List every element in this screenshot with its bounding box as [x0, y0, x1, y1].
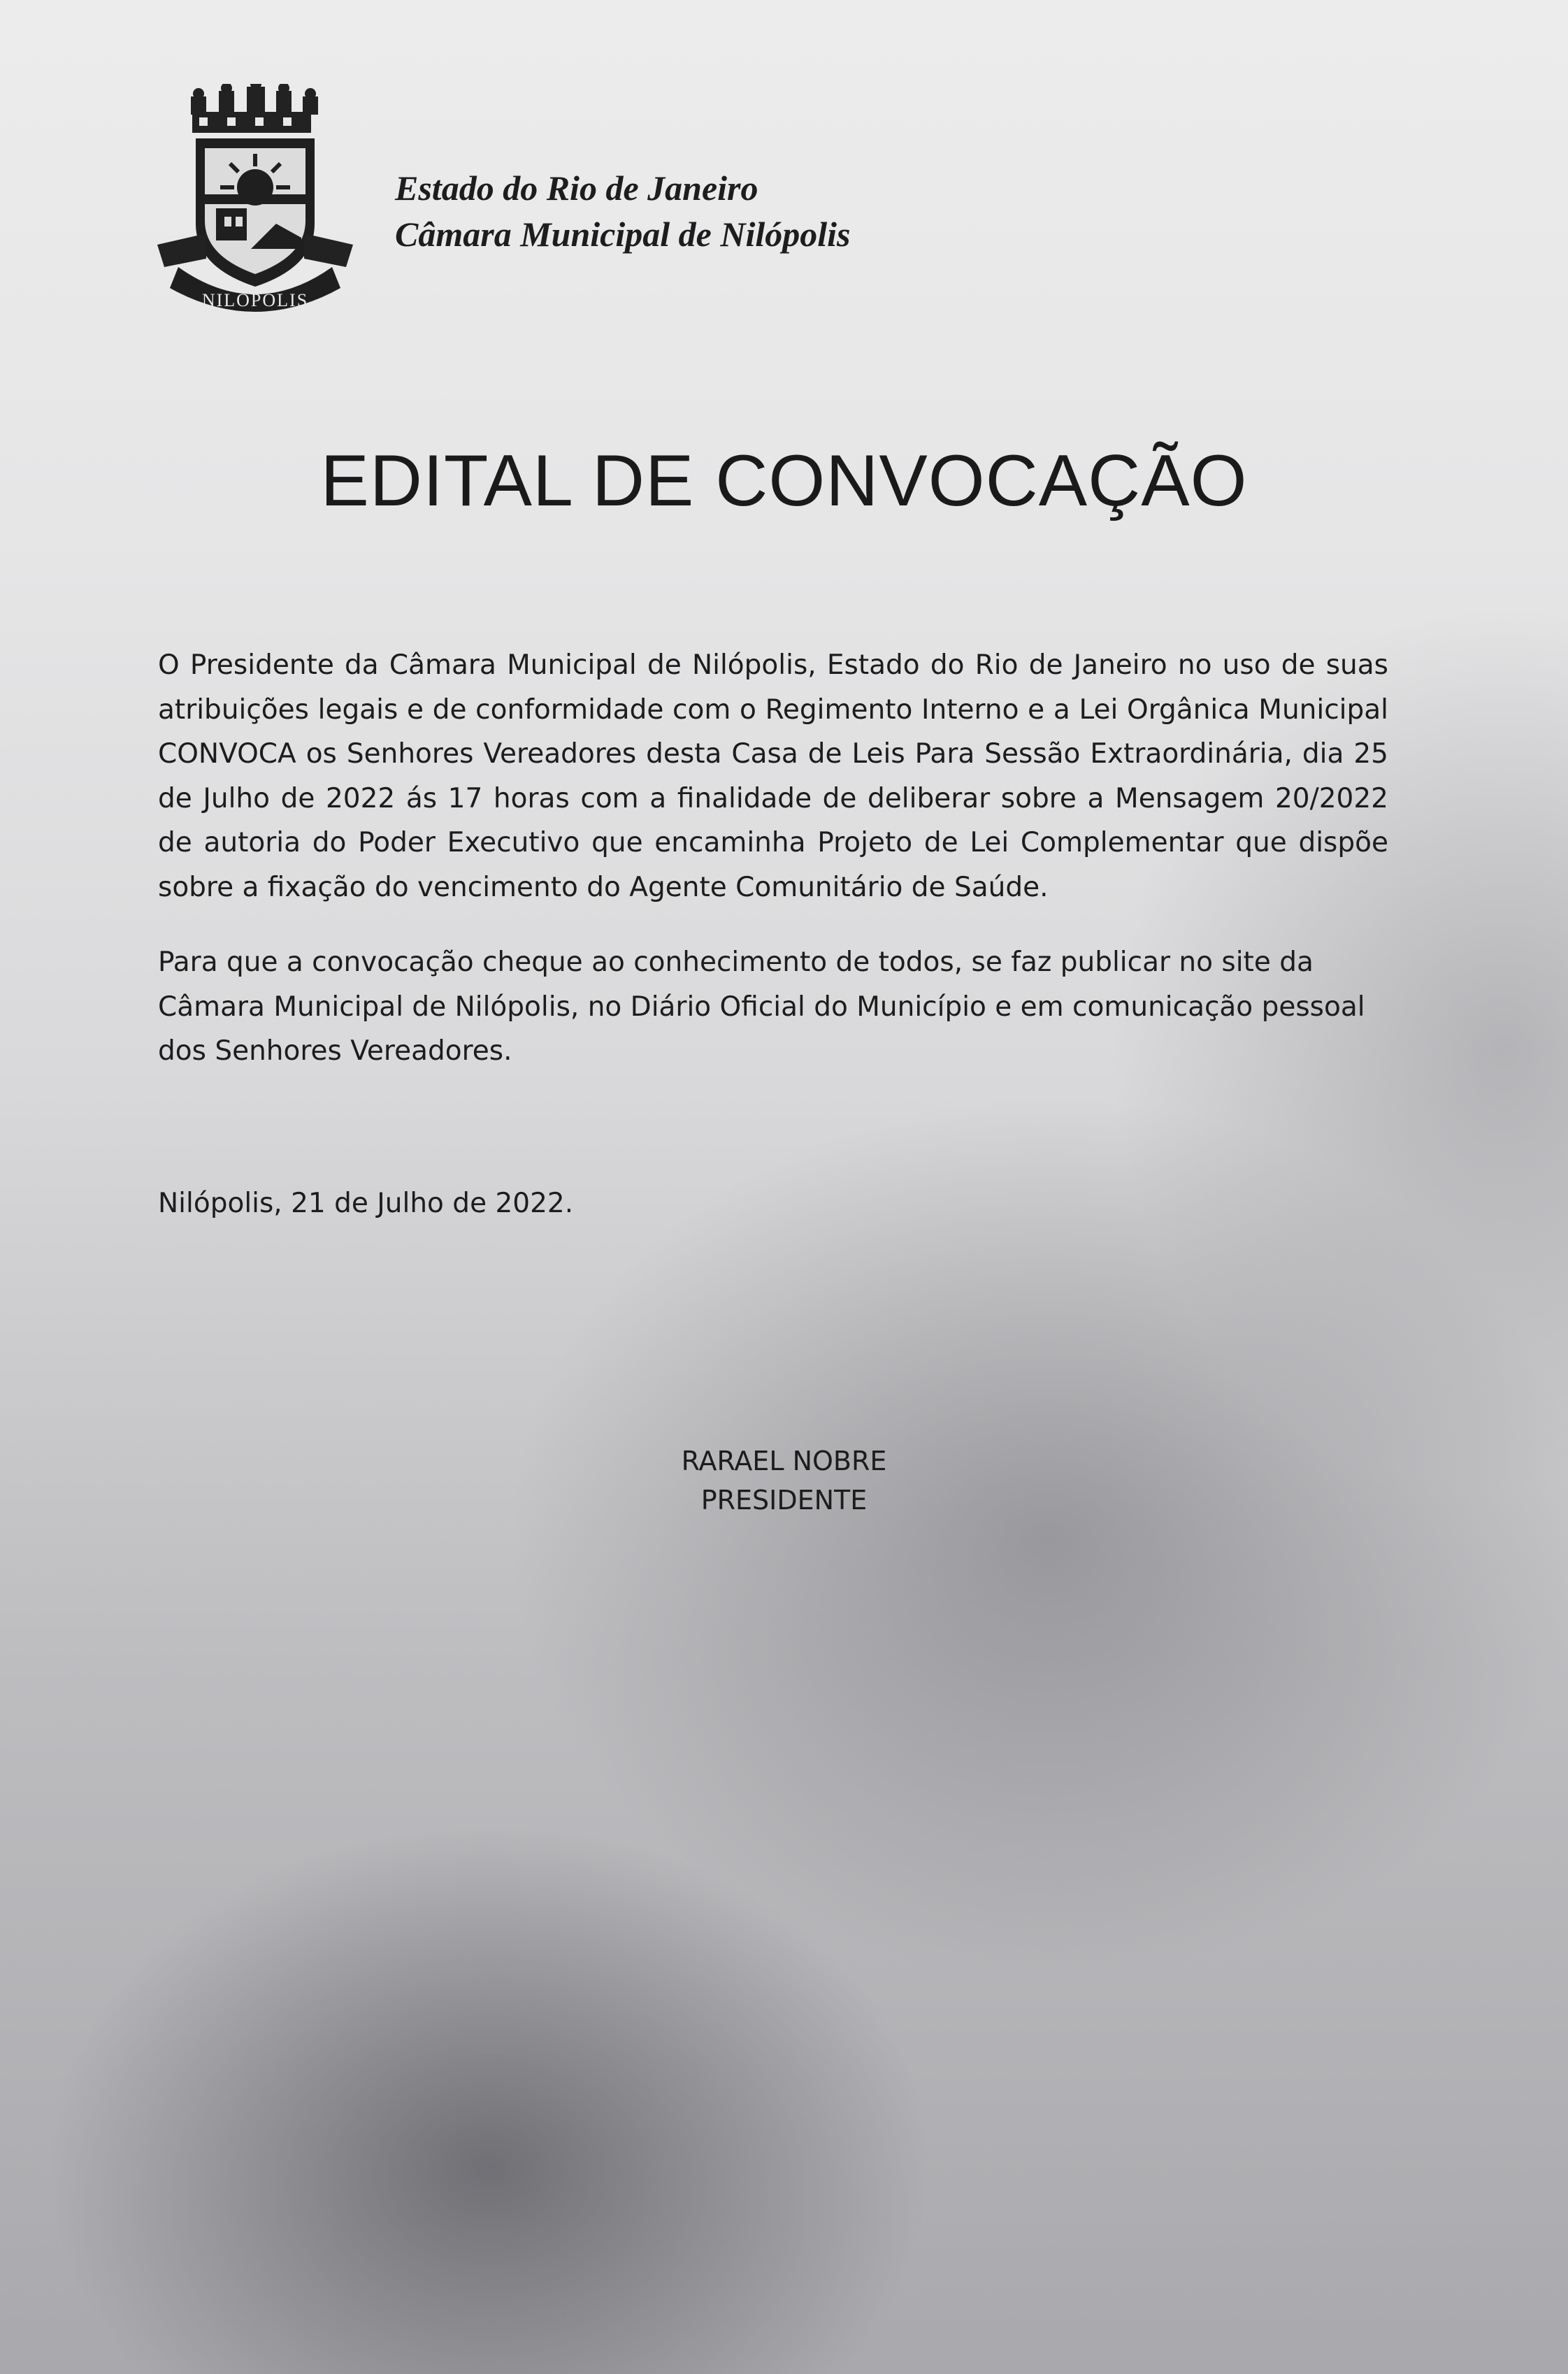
document-title: EDITAL DE CONVOCAÇÃO	[320, 440, 1248, 521]
date-line: Nilópolis, 21 de Julho de 2022.	[158, 1188, 574, 1219]
letterhead	[395, 165, 850, 257]
signature-block	[0, 1441, 1568, 1520]
municipal-crest-logo	[157, 84, 353, 322]
state-name: Estado do Rio de Janeiro	[395, 168, 758, 208]
chamber-name: Câmara Municipal de Nilópolis	[395, 215, 851, 254]
body-paragraph-1: O Presidente da Câmara Municipal de Nilópolis, Estado do Rio de Janeiro no uso de suas atribuições legais e de conformidade com o Regimento Interno e a Lei Orgânica Municipal CONVOCA os Senhores Vereadores desta Casa de Leis Para Sessão Extraordinária, dia 25 de Julho de 2022 ás 17 horas com a finalidade de deliberar sobre a Mensagem 20/2022 de autoria do Poder Executivo que encaminha Projeto de Lei Complementar que dispõe sobre a fixação do vencimento do Agente Comunitário de Saúde.	[158, 649, 1388, 903]
signatory-role: PRESIDENTE	[700, 1485, 868, 1516]
signatory-name: RARAEL NOBRE	[681, 1446, 887, 1476]
crest-banner-text: NILÓPOLIS	[201, 290, 309, 310]
body-paragraph-2: Para que a convocação cheque ao conhecimento de todos, se faz publicar no site da Câmara Municipal de Nilópolis, no Diário Oficial do Município e em comunicação pessoal dos Senhores Vereadores.	[158, 947, 1365, 1067]
